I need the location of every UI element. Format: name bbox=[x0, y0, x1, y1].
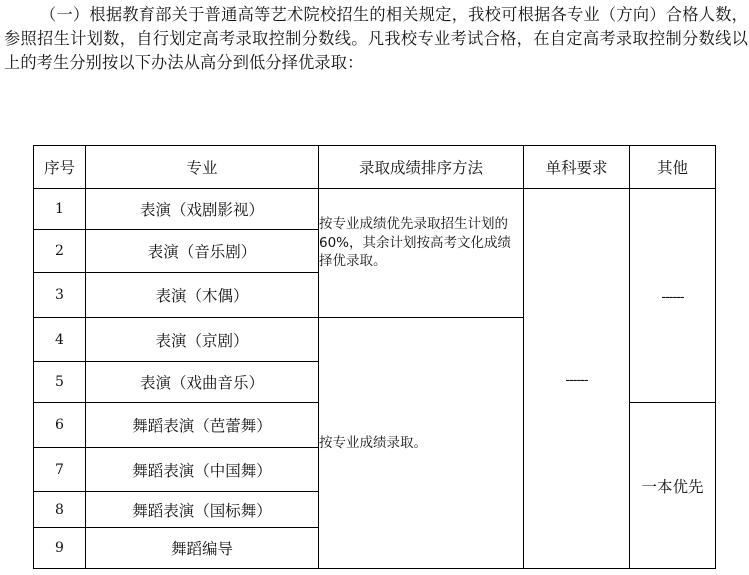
table-row bbox=[34, 189, 716, 230]
row-no: 8 bbox=[34, 492, 86, 528]
row-major: 舞蹈表演（芭蕾舞） bbox=[86, 403, 319, 448]
header-other: 其他 bbox=[630, 146, 716, 189]
row-major: 表演（戏曲音乐） bbox=[86, 362, 319, 403]
row-no: 6 bbox=[34, 403, 86, 448]
method-cell-group-2: 按专业成绩录取。 bbox=[319, 318, 524, 569]
row-no: 1 bbox=[34, 189, 86, 230]
row-major: 表演（木偶） bbox=[86, 273, 319, 318]
header-method: 录取成绩排序方法 bbox=[319, 146, 524, 189]
row-major: 表演（京剧） bbox=[86, 318, 319, 362]
row-major: 表演（戏剧影视） bbox=[86, 189, 319, 230]
single-subject-cell bbox=[524, 189, 630, 569]
header-single-subject: 单科要求 bbox=[524, 146, 630, 189]
header-major: 专业 bbox=[86, 146, 319, 189]
row-no: 7 bbox=[34, 448, 86, 492]
row-no: 2 bbox=[34, 230, 86, 273]
row-major: 舞蹈编导 bbox=[86, 528, 319, 569]
method-cell-group-1: 按专业成绩优先录取招生计划的 60%，其余计划按高考文化成绩择优录取。 bbox=[319, 189, 524, 318]
row-major: 舞蹈表演（中国舞） bbox=[86, 448, 319, 492]
row-major: 表演（音乐剧） bbox=[86, 230, 319, 273]
intro-paragraph: （一）根据教育部关于普通高等艺术院校招生的相关规定，我校可根据各专业（方向）合格人数，参照招生计划数，自行划定高考录取控制分数线。凡我校专业考试合格，在自定高考录取控制分数线以上的考生分别按以下办法从高分到低分择优录取： bbox=[4, 5, 748, 72]
row-no: 3 bbox=[34, 273, 86, 318]
other-cell-group-2: 一本优先 bbox=[630, 403, 716, 569]
other-value-group-1: ------ bbox=[661, 289, 684, 305]
row-no: 9 bbox=[34, 528, 86, 569]
admission-method-table bbox=[33, 145, 716, 569]
table-header-row bbox=[34, 146, 716, 189]
single-subject-value: ------ bbox=[565, 372, 588, 388]
row-major: 舞蹈表演（国标舞） bbox=[86, 492, 319, 528]
row-no: 4 bbox=[34, 318, 86, 362]
header-no: 序号 bbox=[34, 146, 86, 189]
other-cell-group-1 bbox=[630, 189, 716, 403]
row-no: 5 bbox=[34, 362, 86, 403]
